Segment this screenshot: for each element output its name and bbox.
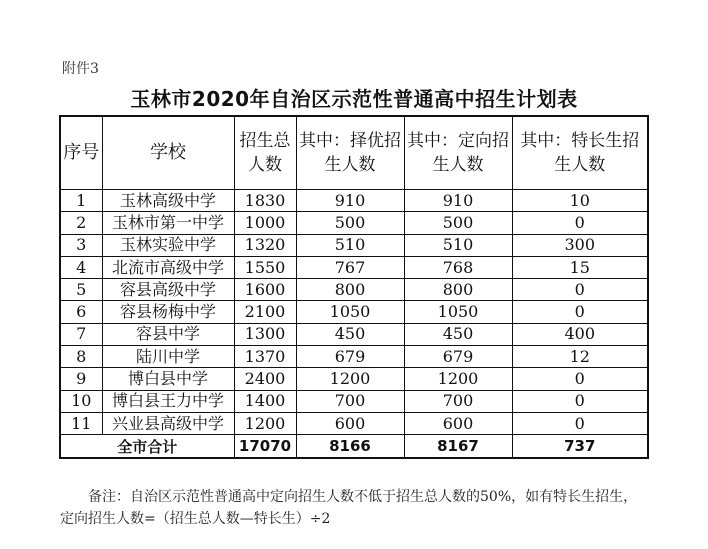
table-cell: 7 [60,323,102,345]
table-cell: 15 [512,256,648,278]
table-cell: 1200 [404,368,512,390]
header-seq: 序号 [60,116,102,190]
school-cell: 北流市高级中学 [102,256,234,278]
table-cell: 800 [404,279,512,301]
table-cell: 8 [60,346,102,368]
table-cell: 500 [296,212,404,234]
table-cell: 1 [60,190,102,212]
table-cell: 1050 [404,301,512,323]
table-cell: 1000 [234,212,296,234]
table-row [60,190,648,212]
total-cell: 8167 [404,435,512,459]
table-cell: 1200 [234,412,296,434]
header-special: 其中：特长生招生人数 [512,116,648,190]
table-row [60,368,648,390]
table-row [60,301,648,323]
table-cell: 0 [512,368,648,390]
table-cell: 700 [296,390,404,412]
school-cell: 容县中学 [102,323,234,345]
table-cell: 1400 [234,390,296,412]
table-cell: 400 [512,323,648,345]
table-row [60,212,648,234]
page-title: 玉林市2020年自治区示范性普通高中招生计划表 [130,87,578,111]
school-cell: 玉林实验中学 [102,234,234,256]
school-cell: 兴业县高级中学 [102,412,234,434]
table-row [60,256,648,278]
table-total-row [60,435,648,459]
table-cell: 768 [404,256,512,278]
table-cell: 1200 [296,368,404,390]
table-cell: 800 [296,279,404,301]
table-cell: 2400 [234,368,296,390]
table-header-row [60,116,648,190]
table-cell: 1830 [234,190,296,212]
footnote: 备注：自治区示范性普通高中定向招生人数不低于招生总人数的50%，如有特长生招生，定向招生人数=（招生总人数—特长生）÷2 [60,489,638,527]
table-cell: 10 [60,390,102,412]
school-cell: 容县杨梅中学 [102,301,234,323]
table-row [60,279,648,301]
table-cell: 450 [296,323,404,345]
table-cell: 510 [404,234,512,256]
table-cell: 1300 [234,323,296,345]
table-row [60,390,648,412]
school-cell: 博白县中学 [102,368,234,390]
table-cell: 500 [404,212,512,234]
table-cell: 679 [404,346,512,368]
attachment-label: 附件3 [62,61,99,77]
table-cell: 12 [512,346,648,368]
table-cell: 767 [296,256,404,278]
school-cell: 容县高级中学 [102,279,234,301]
enrollment-plan-table [59,115,649,459]
table-cell: 0 [512,212,648,234]
total-cell: 737 [512,435,648,459]
table-row [60,346,648,368]
table-cell: 1050 [296,301,404,323]
table-cell: 0 [512,301,648,323]
school-cell: 玉林市第一中学 [102,212,234,234]
table-cell: 2 [60,212,102,234]
total-cell: 17070 [234,435,296,459]
school-cell: 陆川中学 [102,346,234,368]
table-cell: 1550 [234,256,296,278]
table-cell: 0 [512,279,648,301]
table-cell: 510 [296,234,404,256]
table-row [60,412,648,434]
table-cell: 1600 [234,279,296,301]
table-cell: 910 [404,190,512,212]
total-label: 全市合计 [60,435,234,459]
table-cell: 5 [60,279,102,301]
school-cell: 博白县王力中学 [102,390,234,412]
table-cell: 300 [512,234,648,256]
table-cell: 2100 [234,301,296,323]
table-cell: 4 [60,256,102,278]
table-cell: 600 [404,412,512,434]
header-directed: 其中：定向招生人数 [404,116,512,190]
table-cell: 450 [404,323,512,345]
table-cell: 600 [296,412,404,434]
table-cell: 6 [60,301,102,323]
table-row [60,323,648,345]
table-cell: 3 [60,234,102,256]
school-cell: 玉林高级中学 [102,190,234,212]
header-total: 招生总人数 [234,116,296,190]
table-cell: 1370 [234,346,296,368]
table-cell: 700 [404,390,512,412]
table-cell: 9 [60,368,102,390]
table-cell: 0 [512,412,648,434]
table-row [60,234,648,256]
table-cell: 910 [296,190,404,212]
table-cell: 679 [296,346,404,368]
table-cell: 0 [512,390,648,412]
table-cell: 1320 [234,234,296,256]
total-cell: 8166 [296,435,404,459]
table-cell: 11 [60,412,102,434]
table-cell: 10 [512,190,648,212]
header-merit: 其中：择优招生人数 [296,116,404,190]
header-school: 学校 [102,116,234,190]
